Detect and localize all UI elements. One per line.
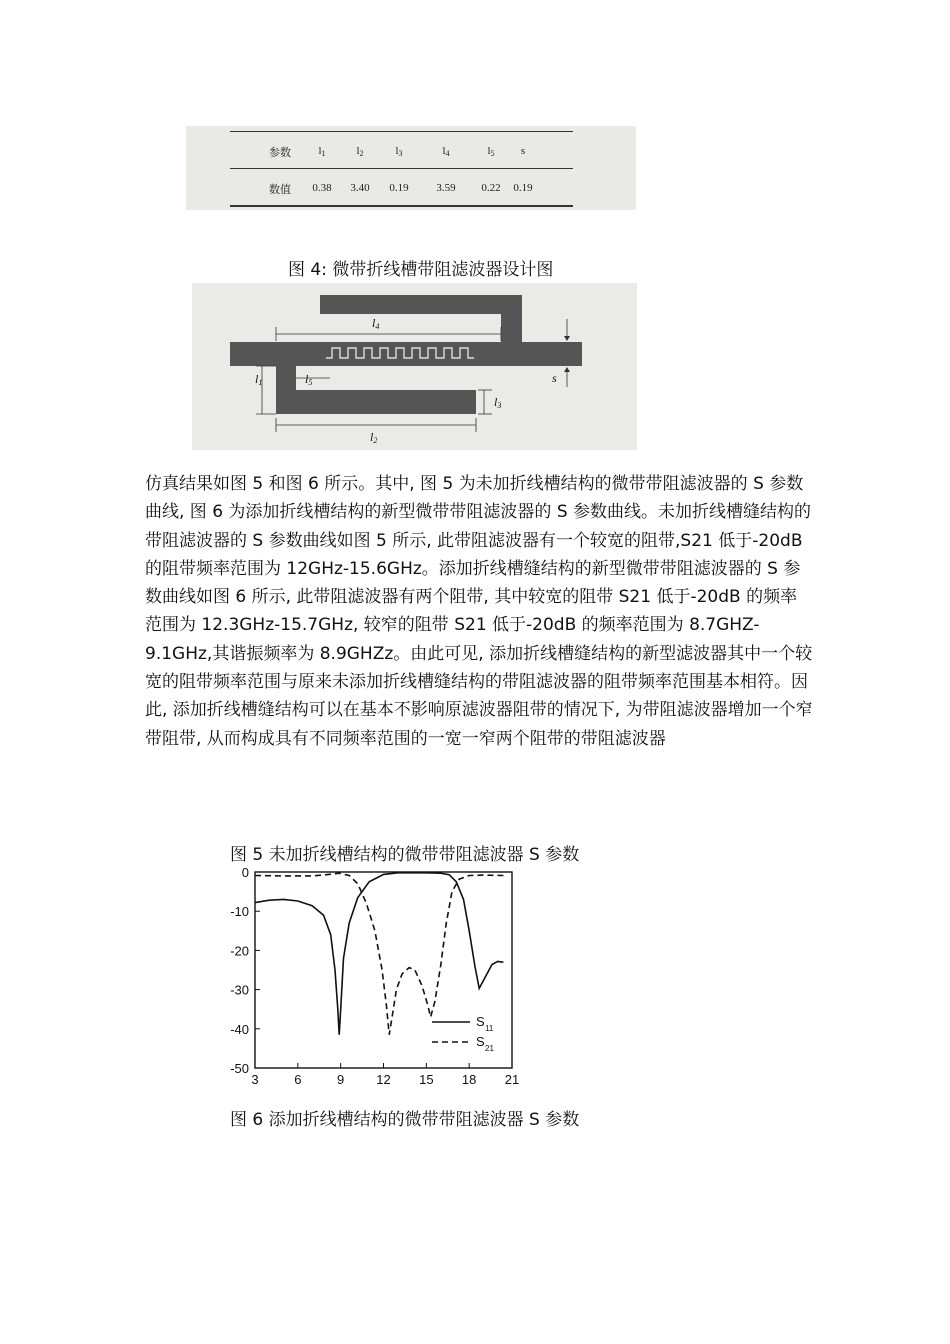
table-header-sub: 1 (321, 149, 326, 158)
table-value-cell: 3.59 (436, 182, 456, 194)
label-l5 (305, 372, 312, 387)
label-l2-sub: 2 (373, 436, 378, 445)
y-tick-label: -20 (230, 943, 249, 959)
table-header-sub: 5 (490, 149, 495, 158)
s-parameter-chart-svg (222, 868, 522, 1093)
label-l4-text: l (372, 316, 376, 330)
table-header-name: l (356, 145, 360, 157)
filter-layout-svg (192, 283, 637, 450)
label-l5-sub: 5 (308, 378, 313, 387)
table-rule-top (230, 131, 573, 132)
table-header-label: 参数 (269, 146, 291, 159)
label-l4 (372, 316, 379, 331)
y-tick-label: -30 (230, 982, 249, 998)
series-line-S11 (255, 873, 503, 1035)
label-l1-sub: 1 (258, 378, 263, 387)
table-header-cell (302, 145, 342, 158)
label-l3-text: l (494, 395, 498, 409)
label-l4-sub: 4 (375, 322, 380, 331)
x-tick-label: 12 (376, 1072, 391, 1087)
series-line-S21 (255, 873, 503, 1034)
y-tick-label: 0 (241, 868, 249, 880)
figure-6-caption: 图 6 添加折线槽结构的微带带阻滤波器 S 参数 (230, 1110, 580, 1130)
legend-label-sub: 11 (485, 1024, 494, 1033)
table-header-name: s (520, 145, 526, 157)
label-l3-sub: 3 (497, 401, 502, 410)
table-header-name: l (442, 145, 446, 157)
table-header-sub: 3 (398, 149, 403, 158)
plot-frame (255, 872, 512, 1068)
table-value-cell: 0.38 (312, 182, 332, 194)
label-l2 (370, 430, 377, 445)
x-tick-label: 18 (461, 1072, 477, 1087)
figure-4-caption: 图 4: 微带折线槽带阻滤波器设计图 (288, 260, 554, 280)
figure-4-drawing (192, 283, 637, 450)
y-tick-label: -50 (230, 1061, 249, 1076)
table-header-sub: 4 (445, 149, 450, 158)
label-l3 (494, 395, 501, 410)
legend-label: S (476, 1034, 485, 1049)
label-l1-text: l (255, 372, 259, 386)
table-header-cell (426, 145, 466, 158)
x-tick-label: 9 (337, 1072, 345, 1087)
legend-label-sub: 21 (485, 1044, 494, 1053)
label-l5-text: l (305, 372, 309, 386)
table-header-name: l (395, 145, 399, 157)
table-value-cell: 3.40 (350, 182, 370, 194)
table-value-label: 数值 (269, 183, 291, 196)
table-rule-bottom (230, 205, 573, 207)
x-tick-label: 21 (504, 1072, 520, 1087)
y-tick-label: -10 (230, 904, 249, 920)
table-header-sub: 2 (359, 149, 364, 158)
y-tick-label: -40 (230, 1021, 249, 1037)
figure-5-caption: 图 5 未加折线槽结构的微带带阻滤波器 S 参数 (230, 845, 580, 865)
label-l1 (255, 372, 262, 387)
legend-label: S (476, 1014, 485, 1029)
table-header-cell (379, 145, 419, 158)
body-paragraph: 仿真结果如图 5 和图 6 所示。其中, 图 5 为未加折线槽结构的微带带阻滤波器的 S 参数曲线, 图 6 为添加折线槽结构的新型微带带阻滤波器的 S 参数曲线。未加折线槽缝结构的带阻滤波器的 S 参数曲线如图 5 所示, 此带阻滤波器有一个较宽的阻带,S21 低于-20dB 的阻带频率范围为 12GHz-15.6GHz。添加折线槽缝结构的新型微带带阻滤波器的 S 参数曲线如图 6 所示, 此带阻滤波器有两个阻带, 其中较宽的阻带 S21 低于-20dB 的频率范围为 12.3GHz-15.7GHz, 较窄的阻带 S21 低于-20dB 的频率范围为 8.7GHZ-9.1GHz,其谐振频率为 8.9GHZz。由此可见, 添加折线槽缝结构的新型滤波器其中一个较宽的阻带频率范围与原来未添加折线槽缝结构的带阻滤波器的阻带频率范围基本相符。因此, 添加折线槽缝结构可以在基本不影响原滤波器阻带的情况下, 为带阻滤波器增加一个窄带阻带, 从而构成具有不同频率范围的一宽一窄两个阻带的带阻滤波器 (145, 474, 813, 749)
table-header-name: l (487, 145, 491, 157)
table-value-cell: 0.19 (389, 182, 409, 194)
x-tick-label: 15 (419, 1072, 434, 1087)
table-header-name: l (318, 145, 322, 157)
s-parameter-chart (222, 868, 522, 1093)
label-s: s (552, 371, 557, 385)
table-header-cell (503, 145, 543, 158)
x-tick-label: 3 (251, 1072, 259, 1087)
table-rule-mid (230, 168, 573, 169)
x-tick-label: 6 (294, 1072, 302, 1087)
table-header-cell (340, 145, 380, 158)
table-value-cell: 0.22 (481, 182, 501, 194)
label-l2-text: l (370, 430, 374, 444)
table-value-cell: 0.19 (513, 182, 533, 194)
